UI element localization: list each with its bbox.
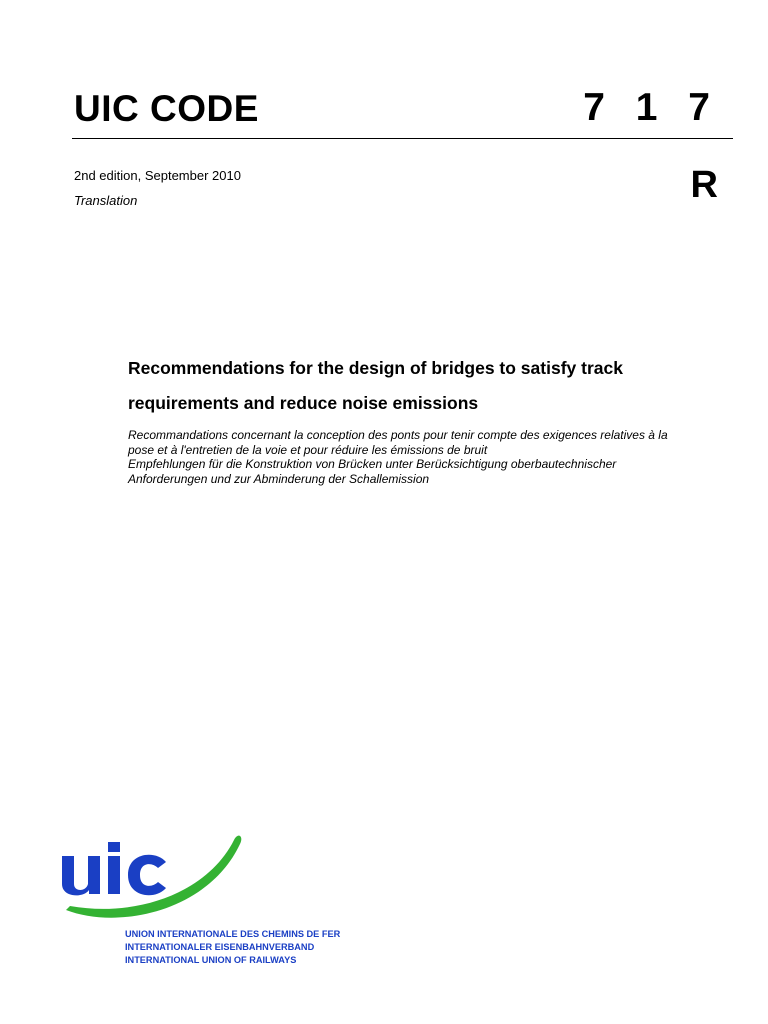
logo-letter-i-dot (108, 842, 120, 852)
code-number: 7 1 7 (583, 86, 720, 129)
status-letter: R (690, 164, 718, 206)
subtitle-line: pose et à l'entretien de la voie et pour réduire les émissions de bruit (128, 442, 488, 457)
document-title: UIC CODE (74, 88, 259, 129)
logo-letter-c (128, 855, 166, 895)
main-title-line-2: requirements and reduce noise emissions (128, 393, 479, 413)
logo-line-french: UNION INTERNATIONALE DES CHEMINS DE FER (125, 929, 341, 939)
translation-label: Translation (74, 193, 138, 208)
main-title (128, 351, 728, 421)
logo-line-german: INTERNATIONALER EISENBAHNVERBAND (125, 942, 315, 952)
header-divider (72, 138, 733, 139)
logo-letter-u (62, 856, 100, 895)
subtitle-line: Empfehlungen für die Konstruktion von Brücken unter Berücksichtigung oberbautechnischer (128, 457, 617, 471)
uic-logo (58, 832, 258, 932)
logo-text (125, 928, 340, 967)
edition-info: 2nd edition, September 2010 (74, 168, 241, 183)
logo-line-english: INTERNATIONAL UNION OF RAILWAYS (125, 955, 297, 965)
subtitle-translations (128, 428, 728, 486)
subtitle-line: Anforderungen und zur Abminderung der Schallemission (128, 471, 430, 486)
main-title-line-1: Recommendations for the design of bridges to satisfy track (128, 358, 623, 378)
logo-letter-i (108, 856, 120, 894)
subtitle-line: Recommandations concernant la conception des ponts pour tenir compte des exigences relatives à la (128, 428, 668, 442)
